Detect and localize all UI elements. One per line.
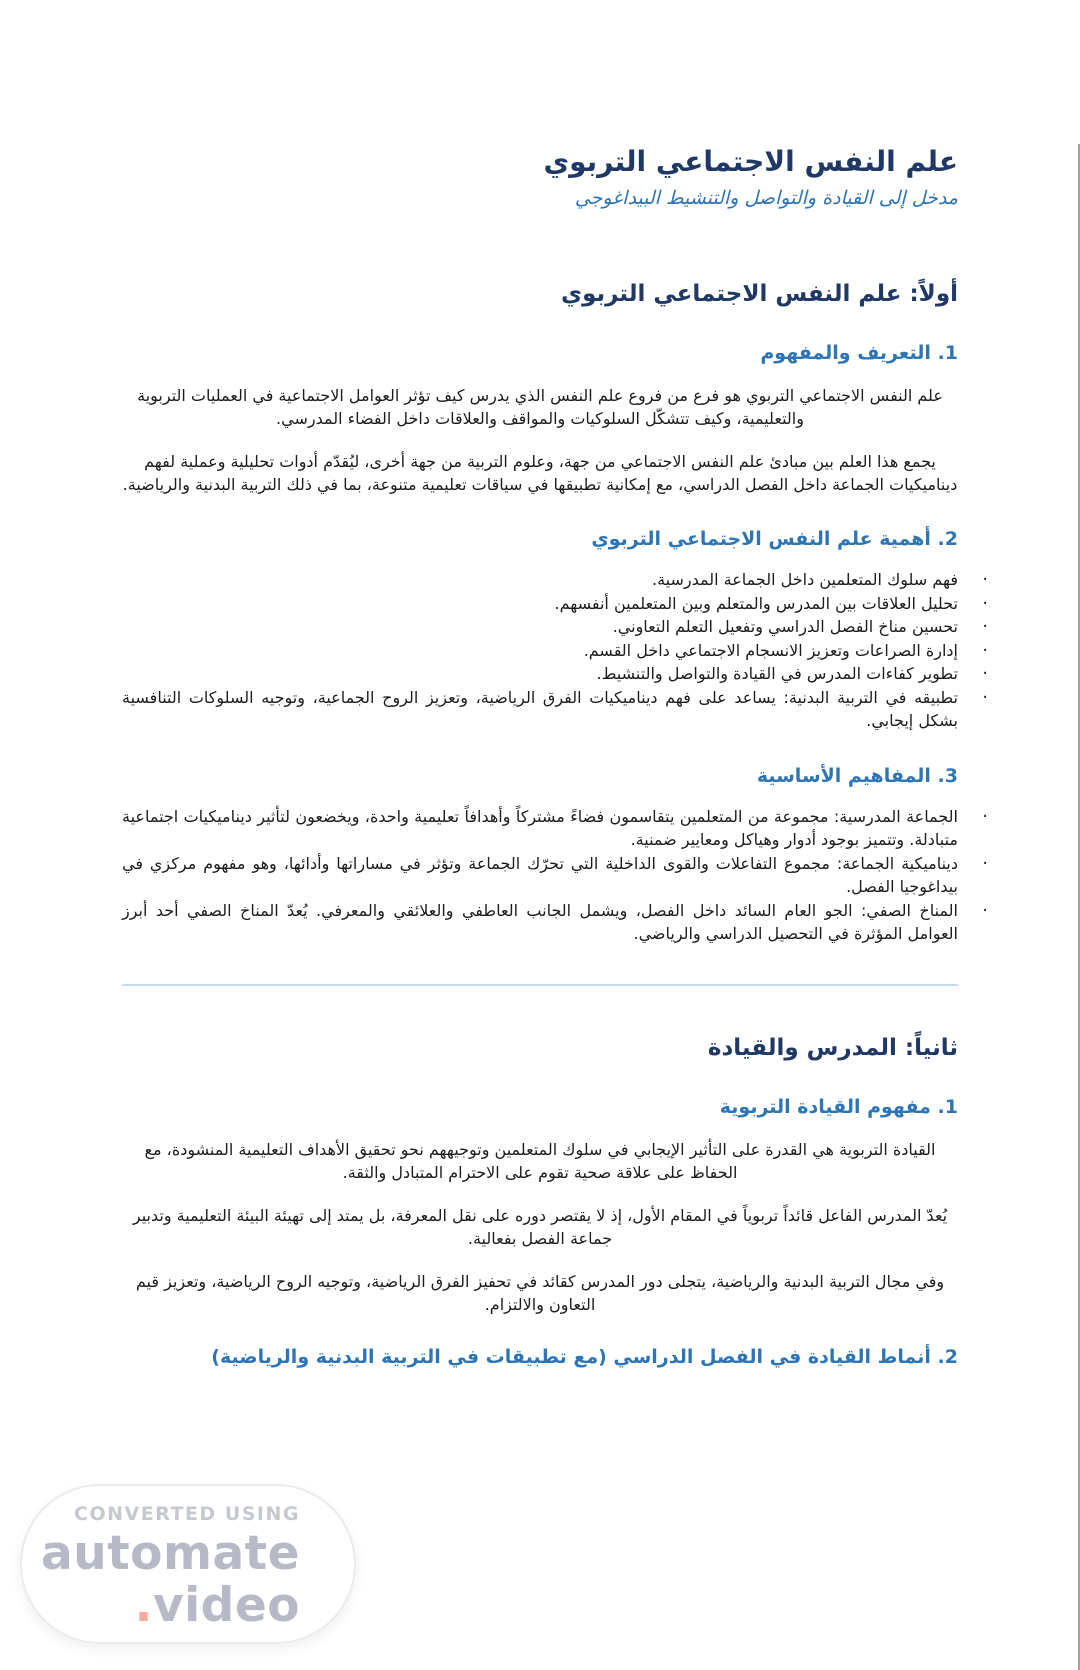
section-2-heading: ثانياً: المدرس والقيادة bbox=[707, 1034, 958, 1061]
document-subtitle: مدخل إلى القيادة والتواصل والتنشيط البيداغوجي bbox=[574, 187, 958, 209]
leadership-paragraph-3: وفي مجال التربية البدنية والرياضية، يتجلى دور المدرس كقائد في تحفيز الفرق الرياضية، وتوجيه الروح الرياضية، وتعزيز قيم التعاون والالتزام. bbox=[135, 1271, 945, 1314]
definition-paragraph-2: يجمع هذا العلم بين مبادئ علم النفس الاجتماعي من جهة، وعلوم التربية من جهة أخرى، ليُقدّم أدوات تحليلية وعملية لفهم ديناميكيات الجماعة داخل الفصل الدراسي، مع إمكانية تطبيقها في سياقات تعليمية متنوعة، بما في ذلك التربية البدنية والرياضية. bbox=[122, 452, 958, 494]
concepts-subheading: 3. المفاهيم الأساسية bbox=[756, 764, 958, 787]
watermark-badge bbox=[20, 1484, 356, 1644]
leadership-styles-subheading: 2. أنماط القيادة في الفصل الدراسي (مع تطبيقات في التربية البدنية والرياضية) bbox=[211, 1345, 958, 1368]
watermark-brand-name: automate bbox=[41, 1526, 300, 1581]
list-item: · فهم سلوك المتعلمين داخل الجماعة المدرسية. bbox=[122, 568, 958, 592]
document-title: علم النفس الاجتماعي التربوي bbox=[543, 145, 958, 178]
list-item: · تطبيقه في التربية البدنية: يساعد على فهم ديناميكيات الفرق الرياضية، وتعزيز الروح الجماعية، وتوجيه السلوكات التنافسية بشكل إيجابي. bbox=[122, 686, 958, 733]
list-item: · المناخ الصفي: الجو العام السائد داخل الفصل، ويشمل الجانب العاطفي والعلائقي والمعرفي. يُعدّ المناخ الصفي أحد أبرز العوامل المؤثرة في التحصيل الدراسي والرياضي. bbox=[122, 899, 958, 946]
document-page bbox=[0, 144, 1080, 1670]
importance-subheading: 2. أهمية علم النفس الاجتماعي التربوي bbox=[591, 528, 958, 550]
watermark-dot: . bbox=[134, 1578, 153, 1633]
list-item: · ديناميكية الجماعة: مجموع التفاعلات والقوى الداخلية التي تحرّك الجماعة وتؤثر في مساراتها وأدائها، وهو مفهوم مركزي في بيداغوجيا الفصل. bbox=[122, 852, 958, 899]
list-item: · تحليل العلاقات بين المدرس والمتعلم وبين المتعلمين أنفسهم. bbox=[122, 592, 958, 616]
definition-paragraph-1: علم النفس الاجتماعي التربوي هو فرع من فروع علم النفس الذي يدرس كيف تؤثر العوامل الاجتماعية في العمليات التربوية والتعليمية، وكيف تتشكّل السلوكيات والمواقف والعلاقات داخل الفضاء المدرسي. bbox=[137, 386, 943, 428]
section-divider bbox=[122, 984, 958, 986]
watermark-tld bbox=[22, 1580, 300, 1632]
watermark-tld-text: video bbox=[152, 1578, 300, 1633]
list-item: · إدارة الصراعات وتعزيز الانسجام الاجتماعي داخل القسم. bbox=[122, 639, 958, 663]
title-block bbox=[122, 144, 958, 212]
importance-list bbox=[122, 568, 958, 733]
leadership-paragraph-2: يُعدّ المدرس الفاعل قائداً تربوياً في المقام الأول، إذ لا يقتصر دوره على نقل المعرفة، بل يمتد إلى تهيئة البيئة التعليمية وتدبير جماعة الفصل بفعالية. bbox=[132, 1205, 948, 1248]
list-item: · الجماعة المدرسية: مجموعة من المتعلمين يتقاسمون فضاءً مشتركاً وأهدافاً تعليمية واحدة، ويخضعون لتأثير ديناميكيات اجتماعية متبادلة. وتتميز بوجود أدوار وهياكل ومعايير ضمنية. bbox=[122, 805, 958, 852]
list-item: · تطوير كفاءات المدرس في القيادة والتواصل والتنشيط. bbox=[122, 662, 958, 686]
definition-subheading: 1. التعريف والمفهوم bbox=[760, 342, 958, 364]
leadership-subheading: 1. مفهوم القيادة التربوية bbox=[719, 1095, 958, 1118]
section-1-heading: أولاً: علم النفس الاجتماعي التربوي bbox=[560, 281, 958, 307]
leadership-paragraph-1: القيادة التربوية هي القدرة على التأثير الإيجابي في سلوك المتعلمين وتوجيههم نحو تحقيق الأهداف التعليمية المنشودة، مع الحفاظ على علاقة صحية تقوم على الاحترام المتبادل والثقة. bbox=[144, 1139, 936, 1182]
document-content bbox=[0, 144, 1080, 1370]
concepts-list bbox=[122, 805, 958, 946]
list-item: · تحسين مناخ الفصل الدراسي وتفعيل التعلم التعاوني. bbox=[122, 615, 958, 639]
watermark-converted-using-label: CONVERTED USING bbox=[74, 1503, 300, 1525]
